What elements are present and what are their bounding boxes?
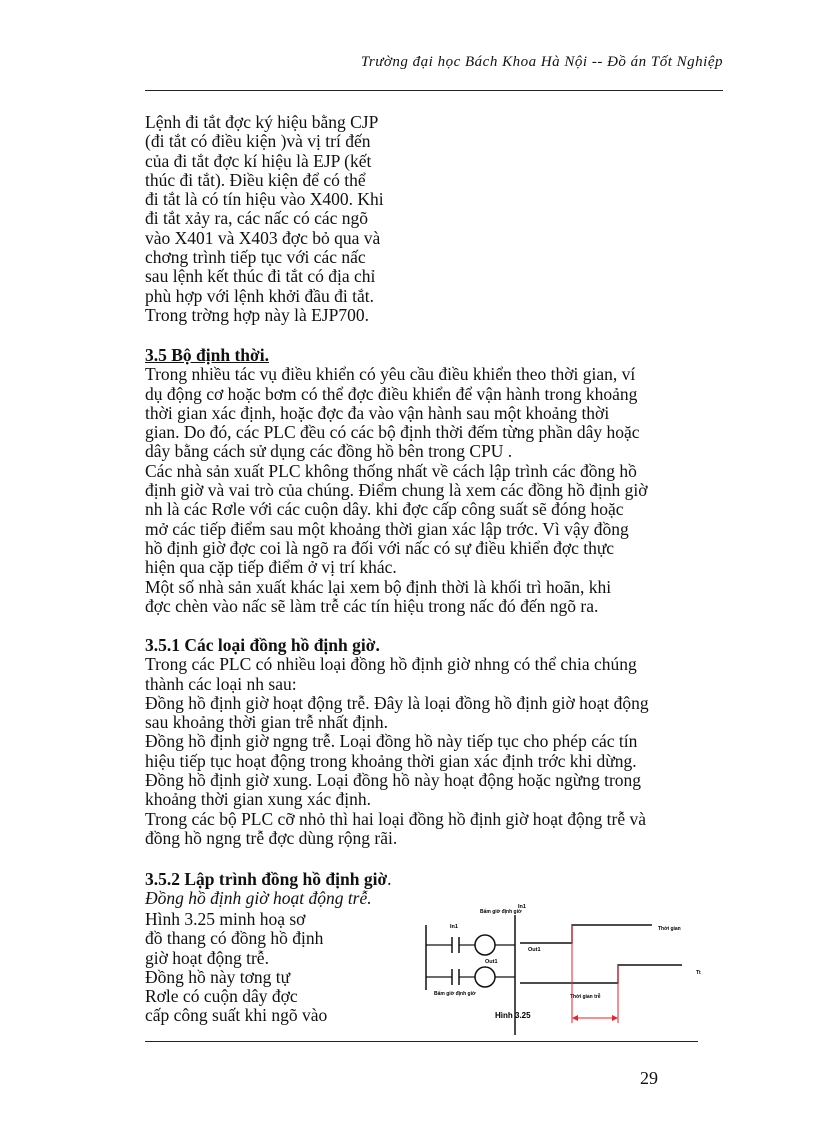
text-line: Trong trờng hợp này là EJP700. — [145, 304, 369, 325]
text-line: đồng hồ ngng trễ đợc dùng rộng rãi. — [145, 827, 398, 848]
label-in1-wave: In1 — [518, 904, 526, 910]
text-line: (đi tắt có điều kiện )và vị trí đến — [145, 131, 371, 152]
text-line: gian. Do đó, các PLC đều có các bộ định thời đếm từng phần dây hoặc — [145, 422, 640, 443]
footer-divider — [145, 1041, 698, 1042]
section-heading: 3.5 Bộ định thời. — [145, 345, 269, 365]
text-line: sau khoảng thời gian trễ nhất định. — [145, 712, 389, 733]
text-line: Các nhà sản xuất PLC không thống nhất về cách lập trình các đồng hồ — [145, 460, 637, 481]
text-line: đi tắt xảy ra, các nấc có các ngõ — [145, 208, 368, 229]
coil-2 — [475, 967, 495, 987]
figure-caption: Hình 3.25 — [495, 1011, 531, 1020]
text-line: Lệnh đi tắt đợc ký hiệu bằng CJP — [145, 112, 379, 132]
header-title: Trường đại học Bách Khoa Hà Nội -- Đồ án Tốt Nghiệp — [360, 54, 723, 70]
text-line: đợc chèn vào nấc sẽ làm trễ các tín hiệu trong nấc đó đến ngõ ra. — [145, 595, 599, 616]
text-line: Một số nhà sản xuất khác lại xem bộ định thời là khối trì hoãn, khi — [145, 576, 612, 597]
label-in1-top: In1 — [450, 924, 458, 930]
text-line: dụ động cơ hoặc bơm có thể đợc điều khiển để vận hành trong khoảng — [145, 383, 638, 404]
label-coil-2: Bấm giờ định giờ — [434, 991, 476, 997]
section-subtitle: Đồng hồ định giờ hoạt động trễ. — [145, 888, 372, 909]
label-out1-coil: Out1 — [485, 959, 498, 965]
text-line: hiện qua cặp tiếp điểm ở vị trí khác. — [145, 557, 397, 578]
text-line: Trong các PLC có nhiều loại đồng hồ định giờ nhng có thể chia chúng — [145, 654, 637, 675]
label-time: Thời gian — [658, 926, 681, 932]
text-line: mở các tiếp điểm sau một khoảng thời gian xác lập trớc. Vì vậy đồng — [145, 518, 629, 539]
text-line: giờ hoạt động trễ. — [145, 947, 269, 968]
header-divider — [145, 90, 723, 91]
section-3-5-1 — [145, 636, 723, 848]
delay-arrow-left — [572, 1015, 578, 1021]
text-line: vào X401 và X403 đợc bỏ qua và — [145, 227, 381, 248]
coil-1 — [475, 935, 495, 955]
text-line: hiệu tiếp tục hoạt động trong khoảng thời gian xác định trớc khi dừng. — [145, 750, 637, 771]
label-coil-1: Bấm giờ định giờ — [480, 909, 522, 915]
text-line: cấp công suất khi ngõ vào — [145, 1005, 328, 1026]
out1-waveform — [520, 965, 682, 983]
intro-paragraph — [145, 113, 435, 325]
text-line: hồ định giờ đợc coi là ngõ ra đối với nấc có sự điều khiển đợc thực — [145, 537, 615, 558]
text-line: thúc đi tắt). Điều kiện để có thể — [145, 169, 366, 190]
delay-arrow-right — [612, 1015, 618, 1021]
text-line: đồ thang có đồng hồ định — [145, 928, 324, 949]
text-line: Hình 3.25 minh hoạ sơ — [145, 909, 306, 929]
text-line: thời gian xác định, hoặc đợc đa vào vận hành sau một khoảng thời — [145, 402, 610, 423]
text-line: định giờ và vai trò của chúng. Điểm chung là xem các đồng hồ định giờ — [145, 480, 648, 501]
section-heading-line — [145, 870, 723, 889]
text-line: Trong các bộ PLC cỡ nhỏ thì hai loại đồng hồ định giờ hoạt động trễ và — [145, 808, 646, 829]
text-line: phù hợp với lệnh khởi đầu đi tắt. — [145, 285, 374, 306]
section-heading: 3.5.1 Các loại đồng hồ định giờ. — [145, 635, 380, 655]
text-line: chơng trình tiếp tục với các nấc — [145, 247, 366, 268]
label-delay: Thời gian trễ — [570, 994, 601, 1000]
heading-suffix: . — [387, 869, 392, 889]
text-line: dây bằng cách sử dụng các đồng hồ bên trong CPU . — [145, 441, 513, 462]
text-line: Trong nhiều tác vụ điều khiển có yêu cầu điều khiển theo thời gian, ví — [145, 364, 636, 385]
section-heading: 3.5.2 Lập trình đồng hồ định giờ — [145, 869, 388, 889]
text-line: Rơle có cuộn dây đợc — [145, 986, 298, 1007]
text-line: thành các loại nh sau: — [145, 673, 297, 694]
section-3-5 — [145, 346, 723, 616]
in1-waveform — [520, 925, 652, 943]
text-line: Đồng hồ định giờ ngng trễ. Loại đồng hồ này tiếp tục cho phép các tín — [145, 731, 638, 752]
text-line: đi tắt là có tín hiệu vào X400. Khi — [145, 189, 384, 210]
text-line: nh là các Rơle với các cuộn dây. khi đợc cấp công suất sẽ đóng hoặc — [145, 499, 624, 520]
text-line: Đồng hồ định giờ hoạt động trễ. Đây là loại đồng hồ định giờ hoạt động — [145, 692, 649, 713]
text-line: Đồng hồ định giờ xung. Loại đồng hồ này hoạt động hoặc ngừng trong — [145, 770, 642, 791]
ladder-timing-figure — [420, 895, 720, 1035]
figure-description — [145, 910, 375, 1026]
text-line: của đi tắt đợc kí hiệu là EJP (kết — [145, 150, 372, 171]
label-out1-wave: Out1 — [528, 947, 541, 953]
text-line: sau lệnh kết thúc đi tắt có địa chỉ — [145, 266, 376, 287]
text-line: Đồng hồ này tơng tự — [145, 966, 291, 987]
text-line: khoảng thời gian xung xác định. — [145, 789, 372, 810]
page-number: 29 — [640, 1068, 658, 1088]
label-tt: Tt — [696, 970, 701, 976]
